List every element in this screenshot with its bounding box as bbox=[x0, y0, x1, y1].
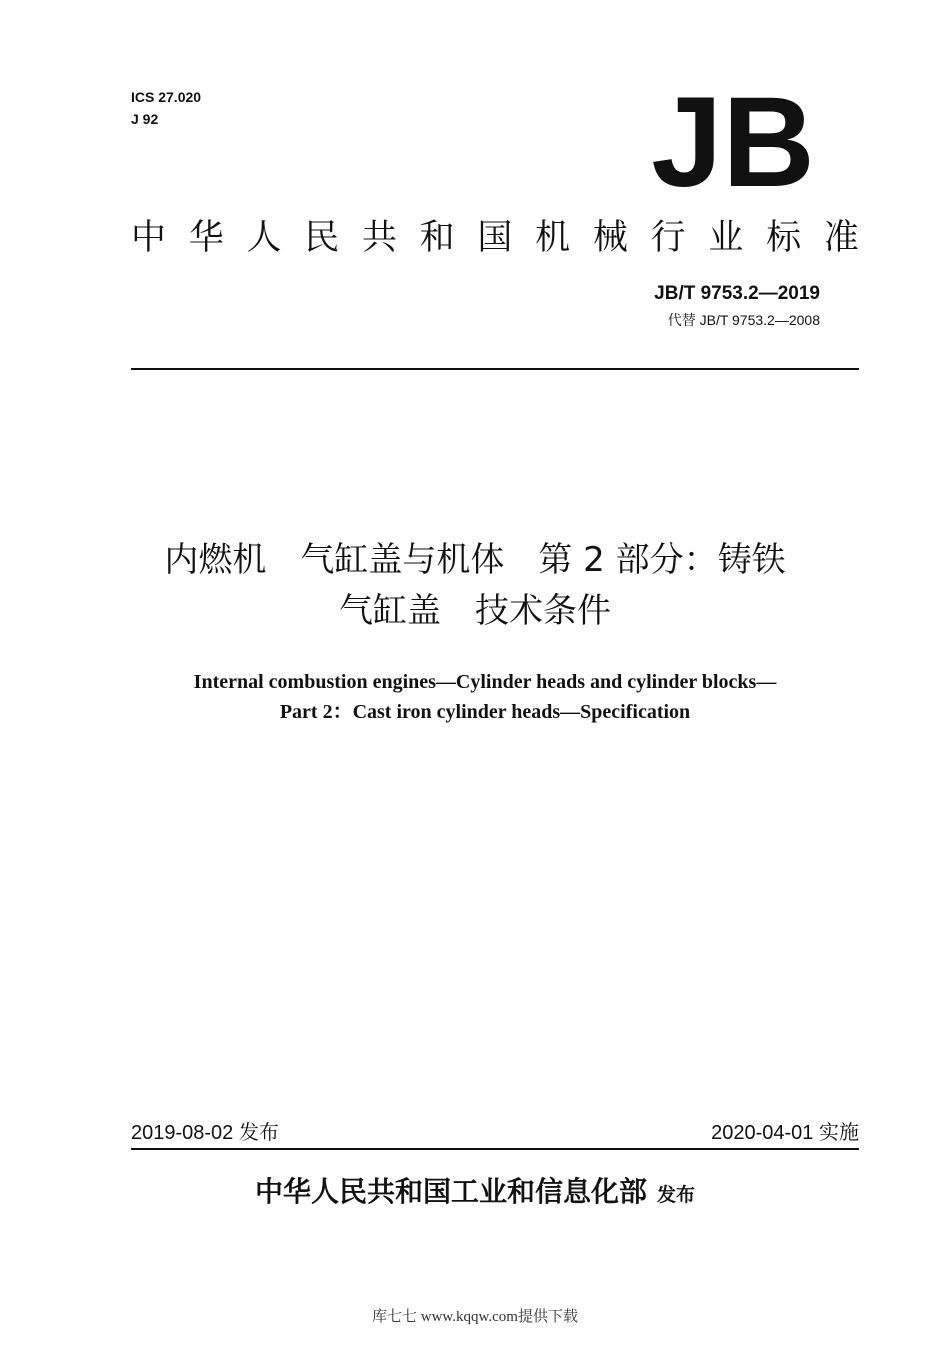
issuer-name: 中华人民共和国工业和信息化部 bbox=[254, 1175, 647, 1208]
standard-body-title-char: 械 bbox=[592, 218, 628, 258]
jb-logo-text: JB bbox=[651, 78, 815, 198]
standard-number: JB/T 9753.2—2019 bbox=[654, 283, 820, 304]
top-divider bbox=[131, 368, 859, 370]
ccs-code: J 92 bbox=[131, 111, 159, 127]
standard-body-title-char: 国 bbox=[477, 218, 513, 258]
issuer bbox=[0, 1172, 950, 1215]
issue-date: 2019-08-02 发布 bbox=[131, 1122, 279, 1144]
standard-body-title-char: 和 bbox=[419, 218, 455, 258]
standard-body-title-char: 华 bbox=[188, 218, 224, 258]
standard-body-title-char: 中 bbox=[131, 218, 167, 258]
standard-body-title-char: 准 bbox=[823, 218, 859, 258]
title-cn-line1: 内燃机 气缸盖与机体 第 2 部分：铸铁 bbox=[164, 540, 786, 580]
standard-body-title-char: 共 bbox=[361, 218, 397, 258]
ics-code: ICS 27.020 bbox=[131, 89, 202, 105]
issuer-verb: 发布 bbox=[657, 1184, 696, 1206]
title-cn-line2: 气缸盖 技术条件 bbox=[339, 591, 611, 631]
bottom-divider bbox=[131, 1148, 859, 1150]
standard-body-title-char: 标 bbox=[766, 218, 802, 258]
standard-body-title-char: 行 bbox=[650, 218, 686, 258]
jb-logo bbox=[648, 78, 818, 198]
standard-body-title-char: 民 bbox=[304, 218, 340, 258]
standard-body-title-char: 机 bbox=[535, 218, 571, 258]
download-watermark: 库七七 www.kqqw.com提供下载 bbox=[372, 1309, 578, 1325]
standard-body-title-char: 业 bbox=[708, 218, 744, 258]
replaces-standard: 代替 JB/T 9753.2—2008 bbox=[667, 312, 820, 328]
standard-body-title bbox=[131, 212, 859, 264]
title-en-line2: Part 2：Cast iron cylinder heads—Specification bbox=[279, 701, 691, 723]
standard-body-title-char: 人 bbox=[246, 218, 282, 258]
implementation-date: 2020-04-01 实施 bbox=[711, 1122, 859, 1144]
title-en-line1: Internal combustion engines—Cylinder heads and cylinder blocks— bbox=[193, 671, 777, 693]
